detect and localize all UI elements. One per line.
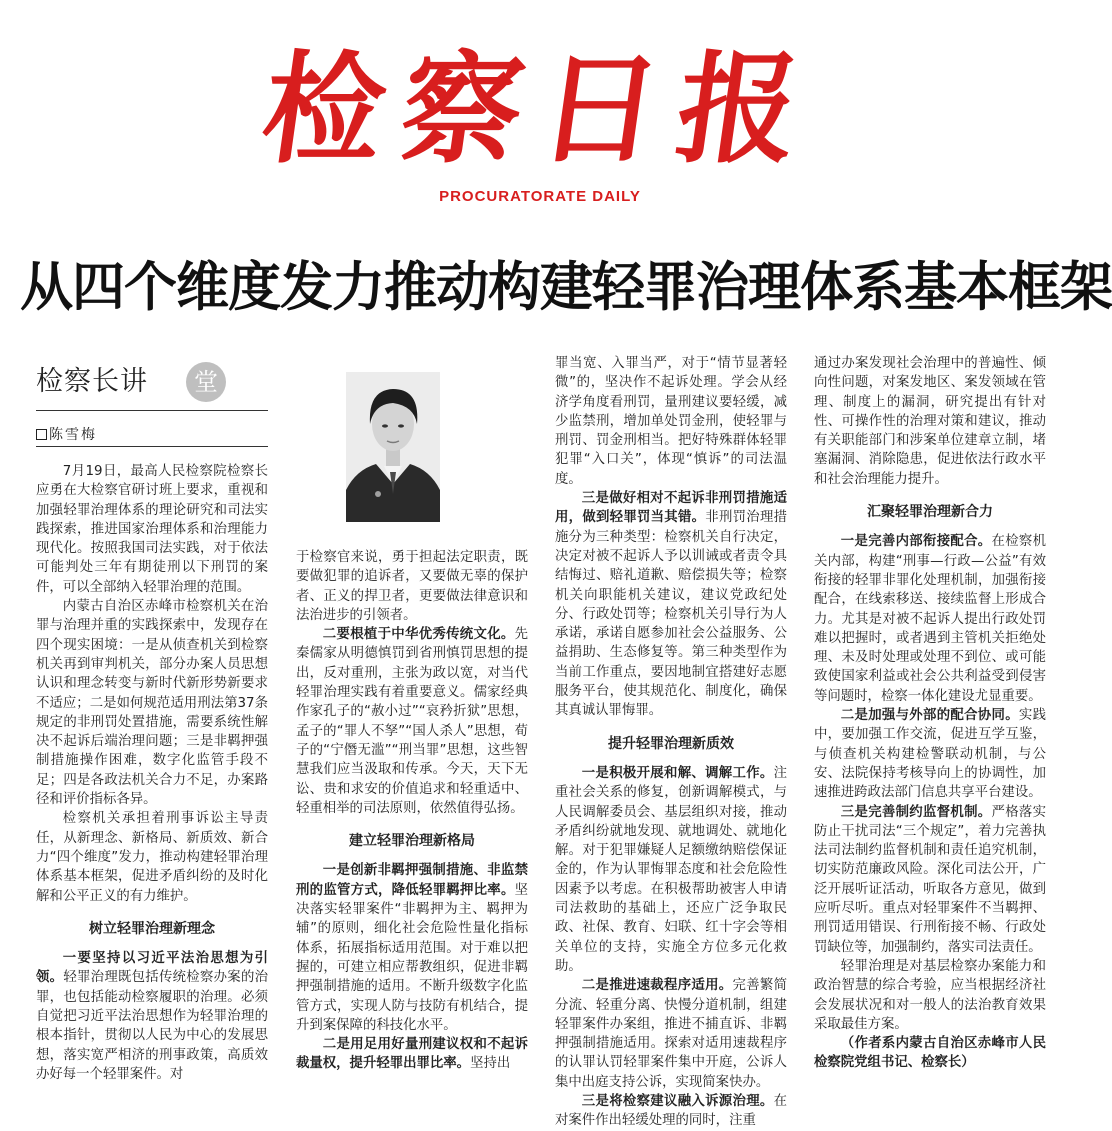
article-column-3 (555, 354, 788, 1129)
author-name: 陈雪梅 (49, 427, 97, 443)
paragraph: 罪当宽、入罪当严，对于“情节显著轻微”的，坚决作不起诉处理。学会从经济学角度看刑罚，量刑建议要轻缓，减少监禁刑，增加单处罚金刑，使轻罪与刑罚、罚金刑相当。把好特殊群体轻罪犯罪“入口关”，体现“慎诉”的司法温度。 (555, 356, 787, 487)
author-note (814, 1034, 1046, 1073)
paragraph (814, 706, 1046, 802)
paragraph-body: 注重社会关系的修复，创新调解模式，与人民调解委员会、基层组织对接，推动矛盾纠纷就地发现、就地调处、就地化解。对于犯罪嫌疑人足额缴纳赔偿保证金的，作为认罪悔罪态度和社会危险性因素予以考虑。在积极帮助被害人申请司法救助的基础上，还应广泛争取民政、社保、教育、妇联、红十字会等相关单位的支持，实施全方位多元化救助。 (555, 765, 787, 974)
masthead-title: 检察日报 (254, 39, 826, 180)
paragraph (814, 803, 1046, 957)
paragraph-body: 轻罪治理既包括传统检察办案的治罪，也包括能动检察履职的治理。必须自觉把习近平法治思想作为轻罪治理的根本指针，贯彻以人民为中心的发展思想，落实宽严相济的刑事政策，高质效办好每一个轻罪案件。对 (36, 970, 269, 1082)
author-note-text: （作者系内蒙古自治区赤峰市人民检察院党组书记、检察长） (814, 1036, 1046, 1071)
paragraph-lead: 一是创新非羁押强制措施、非监禁刑的监管方式，降低轻罪羁押比率。 (296, 863, 528, 898)
paragraph (296, 861, 528, 1035)
column-brand-name: 检察长讲 (36, 366, 148, 397)
article-headline: 从四个维度发力推动构建轻罪治理体系基本框架 (20, 257, 1112, 318)
section-heading: 汇聚轻罪治理新合力 (867, 504, 993, 521)
paragraph (555, 764, 787, 976)
paragraph-lead: 二是用足用好量刑建议权和不起诉裁量权，提升轻罪出罪比率。 (296, 1037, 528, 1072)
article-column-1 (36, 462, 268, 1082)
paragraph-body: 完善繁简分流、轻重分离、快慢分道机制，组建轻罪案件办案组，推进不捕直诉、非羁押强制措施适用。探索对适用速裁程序的认罪认罚轻罪案件集中开庭，公诉人集中出庭支持公诉，实现简案快办。 (555, 978, 788, 1090)
divider (36, 410, 268, 411)
paragraph-body: 在对案件作出轻缓处理的同时，注重 (555, 1093, 787, 1129)
divider (36, 446, 268, 447)
paragraph-body: 在检察机关内部，构建“刑事—行政—公益”有效衔接的轻罪非罪化处理机制，加强衔接配合，在线索移送、接续监督上形成合力。尤其是对被不起诉人提出行政处罚难以把握时，或者遇到主管机关拒绝处理、未及时处理或处理不到位、或可能致使国家利益或社会公共利益受到侵害等问题时，检察一体化建设尤显重要。 (814, 534, 1047, 704)
paragraph (814, 532, 1046, 706)
paragraph-lead: 三是将检察建议融入诉源治理。 (581, 1093, 774, 1109)
column-brand (36, 362, 268, 402)
paragraph-lead: 二是加强与外部的配合协同。 (840, 708, 1019, 724)
paragraph (555, 489, 787, 721)
paragraph-body: 严格落实防止干扰司法“三个规定”，着力完善执法司法制约监督机制和责任追究机制，切实防范廉政风险。深化司法公开，广泛开展听证活动，听取各方意见，做到应听尽听。重点对轻罪案件不当羁押、刑罚适用错误、行刑衔接不畅、行政处罚缺位等，加强制约，落实司法责任。 (814, 804, 1047, 955)
section-heading: 建立轻罪治理新格局 (349, 833, 475, 850)
masthead-subtitle: PROCURATORATE DAILY (439, 188, 641, 205)
byline (36, 424, 97, 444)
article-column-2 (296, 548, 528, 1082)
section-heading: 树立轻罪治理新理念 (89, 920, 215, 937)
byline-box-icon (36, 429, 47, 440)
paragraph-lead: 一是完善内部衔接配合。 (840, 534, 992, 550)
paragraph: 通过办案发现社会治理中的普遍性、倾向性问题，对案发地区、案发领域在管理、制度上的漏洞，研究提出有针对性、可操作性的治理对策和建议，推动有关职能部门和涉案单位建章立制，堵塞漏洞、消除隐患，促进依法行政水平和社会治理能力提升。 (814, 356, 1046, 487)
paragraph-lead: 二要根植于中华优秀传统文化。 (322, 627, 515, 643)
paragraph-lead: 三是做好相对不起诉非刑罚措施适用，做到轻罪罚当其错。 (555, 491, 787, 526)
paragraph-lead: 一要坚持以习近平法治思想为引领。 (36, 951, 268, 986)
masthead (0, 0, 1080, 225)
article-column-4 (814, 354, 1046, 1082)
paragraph: 7月19日，最高人民检察院检察长应勇在大检察官研讨班上要求，重视和加强轻罪治理体系的理论研究和司法实践探索，推进国家治理体系和治理能力现代化。按照我国司法实践，对于依法可能判处三年有期徒刑以下刑罚的案件，可以全部纳入轻罪治理的范围。 (36, 464, 268, 595)
paragraph-body: 坚决落实轻罪案件“非羁押为主、羁押为辅”的原则，细化社会危险性量化指标体系，拓展指标适用范围。对于难以把握的，可建立相应帮教组织，促进非羁押强制措施的适用。不断升级数字化监管方式，实现人防与技防有机结合，提升到案保障的科技化水平。 (296, 882, 528, 1033)
paragraph-body: 先秦儒家从明德慎罚到省刑慎罚思想的提出，反对重刑，主张为政以宽，对当代轻罪治理实践有着重要意义。儒家经典作家孔子的“赦小过”“哀矜折狱”思想，孟子的“罪人不孥”“国人杀人”思想，荀子的“宁僭无滥”“刑当罪”思想，这些智慧我们应当汲取和传承。今天，天下无讼、贵和求安的价值追求和轻重适中、轻重相举的司法原则，依然值得弘扬。 (296, 627, 528, 816)
paragraph (555, 976, 787, 1092)
paragraph (555, 1092, 787, 1131)
paragraph (296, 625, 528, 818)
paragraph: 检察机关承担着刑事诉讼主导责任，从新理念、新格局、新质效、新合力“四个维度”发力，推动构建轻罪治理体系基本框架，促进矛盾纠纷的及时化解和公平正义的有力维护。 (36, 811, 268, 904)
paragraph: 内蒙古自治区赤峰市检察机关在治罪与治理并重的实践探索中，发现存在四个现实困境：一是从侦查机关到检察机关再到审判机关，部分办案人员思想认识和理念转变与新时代新形势新要求不适应；二是如何规范适用刑法第37条规定的非刑罚处置措施，需要系统性解决不起诉后端治理问题；三是非羁押强制措施操作困难，数字化监管手段不足；四是各政法机关合力不足，办案路径和评价指标各异。 (36, 599, 268, 808)
section-heading: 提升轻罪治理新质效 (608, 735, 734, 752)
paragraph-body: 非刑罚治理措施分为三种类型：检察机关自行决定，决定对被不起诉人予以训诫或者责令具结悔过、赔礼道歉、赔偿损失等；检察机关向职能机关建议，建议党政纪处分、行政处罚等；检察机关引导行为人承诺，承诺自愿参加社会公益服务、公益捐助、生态修复等。第三种类型作为当前工作重点，要因地制宜搭建好志愿服务平台，使其规范化、制度化，确保其真诚认罪悔罪。 (555, 510, 788, 719)
paragraph-body: 实践中，要加强工作交流，促进互学互鉴，与侦查机关构建检警联动机制，与公安、法院保持考核导向上的协调性，加速推进跨政法部门信息共享平台建设。 (814, 708, 1047, 801)
paragraph-body: 坚持出 (470, 1056, 511, 1072)
paragraph: 轻罪治理是对基层检察办案能力和政治智慧的综合考验，应当根据经济社会发展状况和对一般人的法治教育效果采取最佳方案。 (814, 958, 1046, 1032)
paragraph-lead: 三是完善制约监督机制。 (840, 804, 992, 820)
column-brand-seal: 堂 (186, 362, 226, 402)
paragraph (36, 949, 268, 1084)
paragraph (296, 1035, 528, 1074)
portrait-illustration (346, 372, 440, 522)
author-portrait (346, 372, 440, 522)
paragraph: 于检察官来说，勇于担起法定职责，既要做犯罪的追诉者，又要做无辜的保护者、正义的捍卫者，更要做法律意识和法治进步的引领者。 (296, 550, 528, 623)
paragraph-lead: 二是推进速裁程序适用。 (581, 978, 733, 994)
paragraph-lead: 一是积极开展和解、调解工作。 (581, 765, 774, 781)
